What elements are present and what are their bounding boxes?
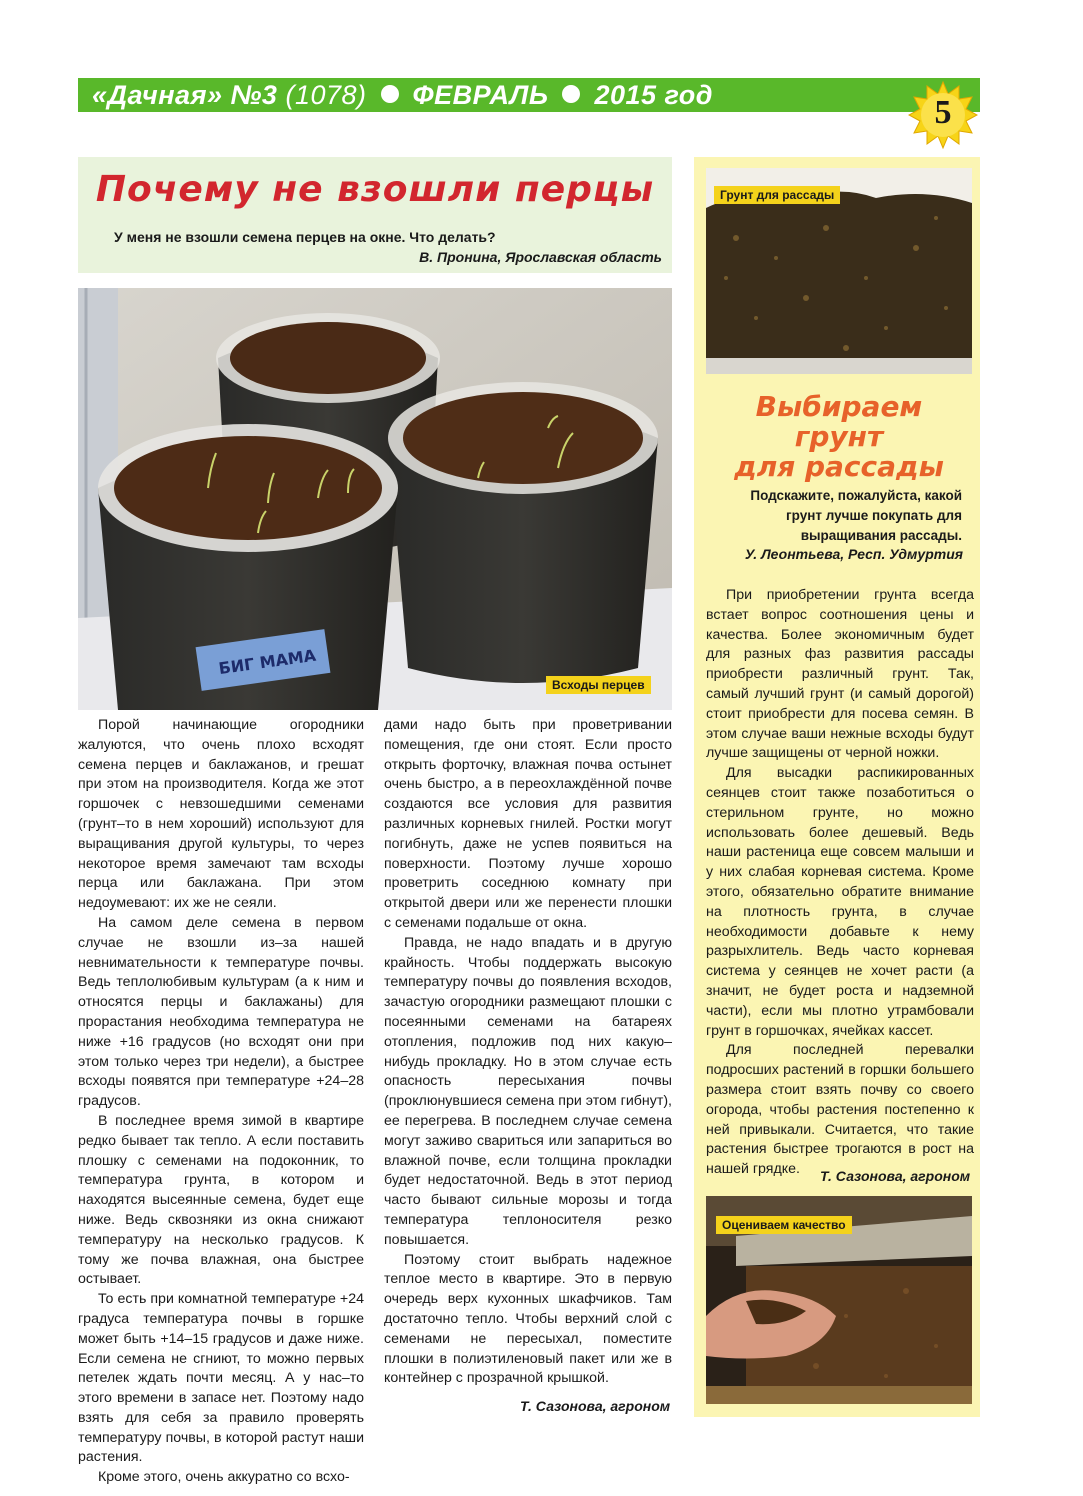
paragraph: Правда, не надо впадать и в другую крайность. Чтобы поддержать высокую температуру почвы до появления всходов, зачастую огородники размещают плошки с посеянными семенами на батареях отопления, подложив под них какую–нибудь прокладку. Но в этом случае есть опасность пересыхания почвы (проклюнувшиеся семена при этом гибнут), ее перегрева. В последнем случае семена могут заживо свариться или запариться во влажной почве, если толщина прокладки будет недостаточной. Ведь в этот период часто бывают сильные морозы и тогда температура теплоносителя резко повышается. bbox=[384, 934, 672, 1248]
paragraph: На самом деле семена в первом случае не взошли из–за нашей невнимательности к температуре почвы. Ведь теплолюбивым культурам (а к ним и относятся перцы и баклажаны) для прорастания необходима температура не ниже +16 градусов (но всходят они при этом только через три недели), а быстрее всходы появятся при температуре +24–28 градусов. bbox=[78, 914, 364, 1110]
hand-soil-photo bbox=[706, 1196, 972, 1404]
sidebar-body bbox=[706, 586, 974, 1180]
paragraph: То есть при комнатной температуре +24 градуса температура почвы в горшке может быть +14–15 градусов и даже ниже. Если семена не сгниют, то можно первых петелек ждать почти месяц. А у нас–то этого времени в запасе нет. Поэтому надо взять для себя за правило проверять температуру почвы, в которой растут наши растения. bbox=[78, 1291, 364, 1466]
photo-caption: Всходы перцев bbox=[546, 676, 651, 694]
paragraph: Кроме этого, очень аккуратно со всхо- bbox=[98, 1469, 350, 1486]
hand-photo-caption: Оцениваем качество bbox=[716, 1216, 852, 1234]
paragraph: Для высадки распикированных сеянцев стоит также позаботиться о стерильном грунте, но можно использовать более дешевый. Ведь наши растеница еще совсем малыши и у них слабая корневая система. Кроме этого, обязательно обратите внимание на плотность грунта, в случае необходимости добавьте к нему разрыхлитель. Ведь часто корневая система у сеянцев не хочет расти (а значит, не будет роста и надземной части), если мы плотно утрамбовали грунт в горшочках, ячейках кассет. bbox=[706, 765, 974, 1039]
seedlings-photo bbox=[78, 288, 672, 710]
sidebar-question-author: У. Леонтьева, Респ. Удмуртия bbox=[744, 546, 963, 562]
header-band bbox=[78, 78, 980, 112]
header-year: 2015 год bbox=[594, 80, 713, 110]
sidebar-title-line: для рассады bbox=[734, 450, 944, 483]
sidebar-question: Подскажите, пожалуйста, какой грунт лучше покупать для выращивания рассады. bbox=[750, 488, 962, 543]
page-number-badge bbox=[908, 80, 978, 150]
article-signature: Т. Сазонова, агроном bbox=[520, 1398, 671, 1414]
pot-label: БИГ МАМА bbox=[217, 645, 318, 679]
reader-question: У меня не взошли семена перцев на окне. Что делать? bbox=[114, 229, 496, 245]
bullet-dot-icon bbox=[381, 85, 399, 103]
sidebar-title bbox=[706, 392, 972, 482]
header-text bbox=[92, 80, 713, 111]
paragraph: В последнее время зимой в квартире редко бывает так тепло. А если поставить плошку с семенами на подоконник, то температура грунта, в котором и находятся высеянные семена, будет еще ниже. Ведь сквозняки из окна снижают температуру на несколько градусов. К тому же почва влажная, она быстрее остывает. bbox=[78, 1112, 364, 1288]
pepper-pots-illustration bbox=[78, 288, 672, 710]
paragraph: дами надо быть при проветривании помещения, где они стоят. Если просто открыть форточку, влажная почва остынет очень быстро, а в переохлаждённой почве создаются все условия для развития различных корневых гнилей. Ростки могут погибнуть, даже не успев появиться на поверхности. Поэтому лучше хорошо проветрить соседнюю комнату при открытой двери или же перенести плошки с семенами подальше от окна. bbox=[384, 717, 672, 931]
paper-name: «Дачная» №3 bbox=[92, 80, 278, 110]
paragraph: Порой начинающие огородники жалуются, что очень плохо всходят семена перцев и баклажанов, и грешат при этом на производителя. Когда же этот горшочек с невзошедшими семенами (грунт–то в нем хороший) используют для выращивания другой культуры, то через некоторое время замечают там всходы перца или баклажана. При этом недоумевают: их же не сеяли. bbox=[78, 717, 364, 912]
soil-photo-caption: Грунт для рассады bbox=[714, 186, 840, 204]
sidebar-signature: Т. Сазонова, агроном bbox=[820, 1168, 971, 1184]
issue-number: (1078) bbox=[285, 80, 367, 110]
article-heading-box bbox=[78, 157, 672, 273]
sidebar-title-line: грунт bbox=[794, 420, 884, 453]
header-month: ФЕВРАЛЬ bbox=[412, 80, 549, 110]
article-column-2 bbox=[384, 716, 672, 1389]
sidebar-title-line: Выбираем bbox=[755, 390, 923, 423]
paragraph: При приобретении грунта всегда встает вопрос соотношения цены и качества. Более экономичным будет для разных фаз развития рассады приобрести различный грунт. Так, самый лучший грунт (и самый дорогой) стоит приобрести для посева семян. В этом случае ваши нежные всходы будут лучше защищены от черной ножки. bbox=[706, 587, 974, 762]
paragraph: Поэтому стоит выбрать надежное теплое место в квартире. Это в первую очередь верх кухонных шкафчиков. Там достаточно тепло. Чтобы верхний слой с семенами не пересыхал, поместите плошки в полиэтиленовый пакет или же в контейнер с прозрачной крышкой. bbox=[384, 1251, 672, 1387]
article-column-1 bbox=[78, 716, 364, 1488]
page-number: 5 bbox=[934, 94, 952, 131]
article-title: Почему не взошли перцы bbox=[95, 169, 655, 210]
bullet-dot-icon bbox=[562, 85, 580, 103]
paragraph: Для последней перевалки подросших растений в горшки большего размера стоит взять почву со своего огорода, чтобы растения постепенно к ней привыкали. Считается, что такие растения быстрее трогаются в рост на нашей грядке. bbox=[706, 1042, 974, 1178]
question-author: В. Пронина, Ярославская область bbox=[419, 249, 662, 265]
soil-photo bbox=[706, 168, 972, 374]
